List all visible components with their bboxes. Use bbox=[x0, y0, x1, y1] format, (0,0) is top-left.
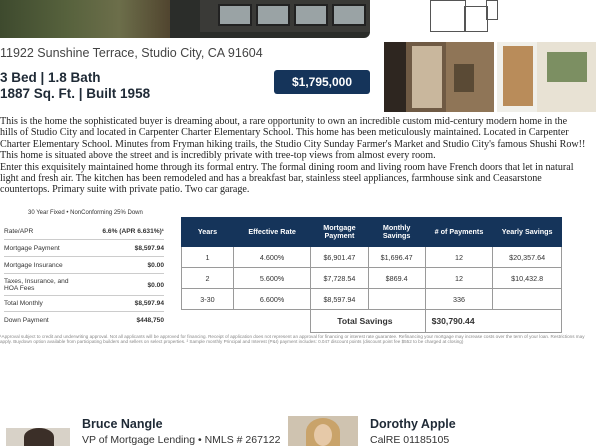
header-effective-rate: Effective Rate bbox=[233, 218, 310, 247]
interior-photo-living bbox=[497, 42, 596, 112]
summary-value: 6.6% (APR 6.631%)¹ bbox=[102, 228, 164, 235]
divider bbox=[4, 295, 164, 296]
cell-num-payments: 12 bbox=[425, 247, 493, 268]
agent-photo-dorothy bbox=[288, 416, 358, 446]
divider bbox=[4, 256, 164, 257]
cell-effective-rate: 4.600% bbox=[233, 247, 310, 268]
table-row bbox=[182, 268, 562, 289]
table-total-row bbox=[182, 310, 562, 333]
summary-value: $8,597.94 bbox=[134, 245, 164, 252]
beds-baths: 3 Bed | 1.8 Bath bbox=[0, 70, 101, 85]
cell-effective-rate: 5.600% bbox=[233, 268, 310, 289]
divider bbox=[4, 273, 164, 274]
summary-value: $8,597.94 bbox=[134, 300, 164, 307]
summary-label-line2: HOA Fees bbox=[4, 285, 35, 292]
cell-effective-rate: 6.600% bbox=[233, 289, 310, 310]
cell-num-payments: 336 bbox=[425, 289, 493, 310]
agent-title-dorothy: CalRE 01185105 bbox=[370, 434, 450, 446]
table-row bbox=[182, 289, 562, 310]
total-savings-label: Total Savings bbox=[311, 310, 425, 333]
summary-label: Total Monthly bbox=[4, 300, 43, 307]
trees-image bbox=[0, 0, 170, 38]
summary-label: Taxes, Insurance, and bbox=[4, 278, 69, 285]
summary-value: $448,750 bbox=[136, 317, 164, 324]
listing-description bbox=[0, 116, 586, 196]
sqft-built: 1887 Sq. Ft. | Built 1958 bbox=[0, 86, 151, 101]
header-monthly-savings: Monthly Savings bbox=[368, 218, 425, 247]
agent-name-bruce: Bruce Nangle bbox=[82, 417, 163, 431]
hero-photo bbox=[0, 0, 370, 38]
header-mortgage-payment: Mortgage Payment bbox=[311, 218, 368, 247]
summary-row-taxes bbox=[4, 278, 164, 292]
cell-yearly-savings bbox=[493, 289, 562, 310]
divider bbox=[4, 239, 164, 240]
cell-mortgage-payment: $6,901.47 bbox=[311, 247, 368, 268]
agent-photo-bruce bbox=[6, 428, 70, 446]
table-header-row bbox=[182, 218, 562, 247]
table-row bbox=[182, 247, 562, 268]
summary-label: Mortgage Payment bbox=[4, 245, 60, 252]
summary-label: Rate/APR bbox=[4, 228, 34, 235]
summary-value: $0.00 bbox=[147, 282, 164, 289]
summary-value: $0.00 bbox=[147, 262, 164, 269]
cell-num-payments: 12 bbox=[425, 268, 493, 289]
header-yearly-savings: Yearly Savings bbox=[493, 218, 562, 247]
header-num-payments: # of Payments bbox=[425, 218, 493, 247]
property-address: 11922 Sunshine Terrace, Studio City, CA 91604 bbox=[0, 46, 263, 60]
summary-row-total-monthly bbox=[4, 300, 164, 307]
house-facade-image bbox=[200, 0, 370, 32]
cell-mortgage-payment: $8,597.94 bbox=[311, 289, 368, 310]
summary-row-mortgage-insurance bbox=[4, 262, 164, 269]
total-savings-value: $30,790.44 bbox=[425, 310, 561, 333]
summary-row-mortgage-payment bbox=[4, 245, 164, 252]
floorplan-image bbox=[418, 0, 588, 36]
description-paragraph-2: Enter this exquisitely maintained home through its formal entry. The formal dining room and living room have French doors that let in natural light and fresh air. The kitchen has been remodeled and has a breakfast bar, stainless steel appliances, farmhouse sink and Ceasarstone countertops. Primary suite with private patio. Two car garage. bbox=[0, 161, 574, 196]
disclaimer-text: ¹Approval subject to credit and underwriting approval. Not all applicants will be approved for financing. Receipt of application does not represent an approval for financing or interest rate guarantee. Refinancing your mortgage may increase costs over the term of your loan. Restrictions may apply. Buydown option available from participating builders and sellers on select properties. ² Sample monthly Principal and Interest (P&I) payment includes: 0.047 discount points (discount point fee $552 to be charged at closing) bbox=[0, 334, 585, 345]
summary-label: Mortgage Insurance bbox=[4, 262, 63, 269]
buydown-table bbox=[181, 217, 562, 333]
price-badge: $1,795,000 bbox=[274, 70, 370, 94]
cell-years: 2 bbox=[182, 268, 234, 289]
cell-monthly-savings: $1,696.47 bbox=[368, 247, 425, 268]
cell-monthly-savings: $869.4 bbox=[368, 268, 425, 289]
cell-years: 3-30 bbox=[182, 289, 234, 310]
cell-yearly-savings: $20,357.64 bbox=[493, 247, 562, 268]
divider bbox=[4, 311, 164, 312]
cell-monthly-savings bbox=[368, 289, 425, 310]
cell-yearly-savings: $10,432.8 bbox=[493, 268, 562, 289]
interior-photo-hallway bbox=[384, 42, 494, 112]
summary-row-rate bbox=[4, 228, 164, 235]
header-years: Years bbox=[182, 218, 234, 247]
agent-title-bruce: VP of Mortgage Lending • NMLS # 267122 bbox=[82, 434, 281, 446]
loan-summary-title: 30 Year Fixed • NonConforming 25% Down bbox=[28, 210, 143, 216]
cell-mortgage-payment: $7,728.54 bbox=[311, 268, 368, 289]
agent-name-dorothy: Dorothy Apple bbox=[370, 417, 456, 431]
description-paragraph-1: This is the home the sophisticated buyer is dreaming about, a rare opportunity to own an incredible custom mid-century modern home in the hills of Studio City and located in Carpenter Charter Elementary School. This home has been meticulously maintained. Located in Carpenter Charter Elementary School. Minutes from Fryman hiking trails, the Studio City Sunday Farmer's Market and Studio City's famous Shushi Row!! This home is situated above the street and is incredibly private with tree-top views from almost every room. bbox=[0, 116, 586, 162]
cell-years: 1 bbox=[182, 247, 234, 268]
summary-row-down-payment bbox=[4, 317, 164, 324]
summary-label: Down Payment bbox=[4, 317, 49, 324]
